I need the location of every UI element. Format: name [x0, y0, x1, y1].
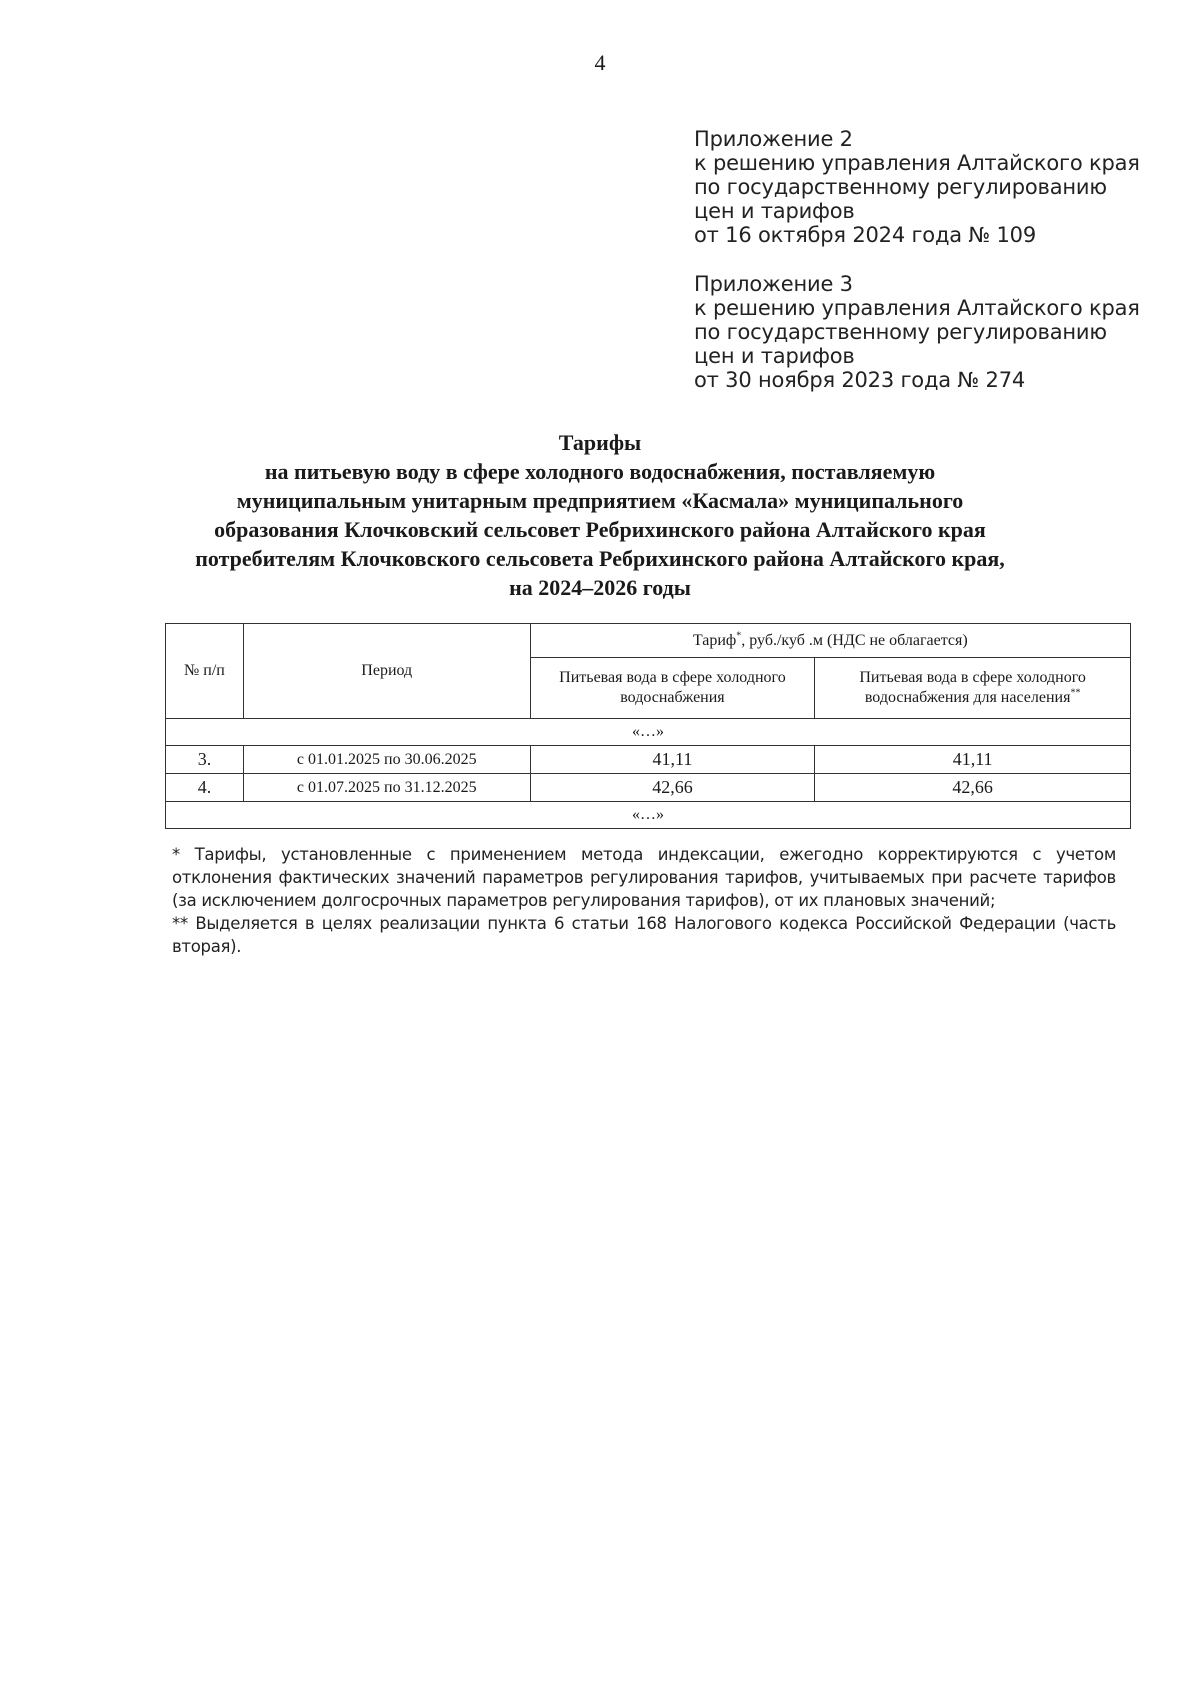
- title-line: Тарифы: [558, 430, 642, 455]
- footnote-1: * Тарифы, установленные с применением метода индексации, ежегодно корректируются с учетом отклонения фактических значений параметров регулирования тарифов, учитываемых при расчете тарифов (за исключением долгосрочных параметров регулирования тарифов), от их плановых значений;: [172, 845, 1116, 910]
- table-row: [166, 774, 1131, 802]
- title-line: образования Клочковский сельсовет Ребрихинского района Алтайского края: [214, 517, 986, 542]
- row-period: с 01.07.2025 по 31.12.2025: [243, 774, 530, 802]
- header-period: Период: [243, 624, 530, 719]
- header-number: № п/п: [166, 624, 244, 719]
- footnote-2: ** Выделяется в целях реализации пункта 6 статьи 168 Налогового кодекса Российской Федерации (часть вторая).: [172, 914, 1116, 956]
- row-tariff-cold-water: 41,11: [530, 746, 815, 774]
- appendix-2-block: [694, 127, 1164, 247]
- header-cold-water-population-label: Питьевая вода в сфере холодного водоснабжения для населения: [859, 669, 1086, 706]
- row-tariff-population: 41,11: [815, 746, 1131, 774]
- header-tariff-unit: , руб./куб .м (НДС не облагается): [741, 631, 968, 649]
- footnotes: [172, 843, 1116, 958]
- appendix-3-line: к решению управления Алтайского края: [694, 296, 1140, 320]
- ellipsis-row: «…»: [166, 802, 1131, 829]
- appendix-2-line: цен и тарифов: [694, 199, 855, 223]
- header-tariff: [530, 624, 1130, 658]
- header-tariff-label: Тариф: [692, 631, 737, 649]
- row-tariff-population: 42,66: [815, 774, 1131, 802]
- appendix-3-line: от 30 ноября 2023 года № 274: [694, 368, 1026, 392]
- header-cold-water: [530, 658, 815, 719]
- appendix-3-line: Приложение 3: [694, 272, 853, 296]
- appendix-3-line: по государственному регулированию: [694, 320, 1107, 344]
- header-cold-water-population: [815, 658, 1131, 719]
- appendix-2-line: к решению управления Алтайского края: [694, 151, 1140, 175]
- tariff-table: [165, 623, 1131, 829]
- appendix-3-line: цен и тарифов: [694, 344, 855, 368]
- row-number: 3.: [166, 746, 244, 774]
- appendix-2-line: от 16 октября 2024 года № 109: [694, 223, 1037, 247]
- title-line: потребителям Клочковского сельсовета Ребрихинского района Алтайского края,: [195, 546, 1005, 571]
- document-title: [150, 428, 1050, 602]
- title-line: на 2024–2026 годы: [509, 575, 691, 600]
- ellipsis-row: «…»: [166, 719, 1131, 746]
- appendix-2-line: Приложение 2: [694, 127, 853, 151]
- title-line: на питьевую воду в сфере холодного водоснабжения, поставляемую: [264, 459, 936, 484]
- footnote-mark: **: [1070, 687, 1081, 699]
- appendix-3-block: [694, 272, 1164, 392]
- row-number: 4.: [166, 774, 244, 802]
- header-cold-water-label: Питьевая вода в сфере холодного водоснабжения: [559, 669, 786, 706]
- table-row: [166, 746, 1131, 774]
- page-number: 4: [594, 50, 606, 75]
- appendix-2-line: по государственному регулированию: [694, 175, 1107, 199]
- footnote-mark: *: [736, 630, 742, 642]
- row-period: с 01.01.2025 по 30.06.2025: [243, 746, 530, 774]
- title-line: муниципальным унитарным предприятием «Касмала» муниципального: [236, 488, 964, 513]
- row-tariff-cold-water: 42,66: [530, 774, 815, 802]
